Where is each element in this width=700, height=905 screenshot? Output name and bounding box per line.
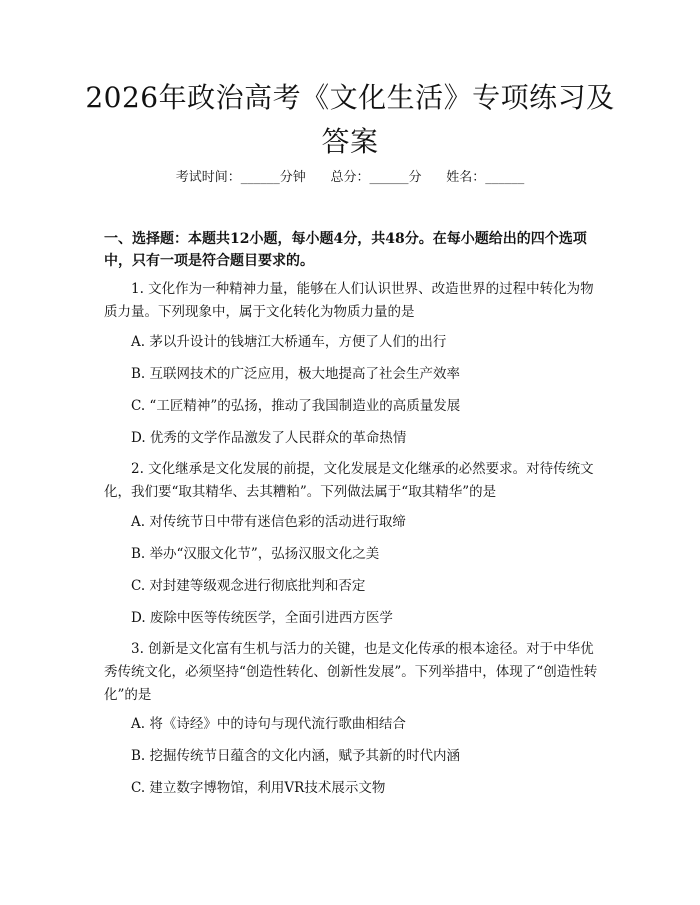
question-3-stem: 3. 创新是文化富有生机与活力的关键，也是文化传承的根本途径。对于中华优秀传统文化，必须坚持“创造性转化、创新性发展”。下列举措中，体现了“创造性转化”的是 (104, 641, 598, 703)
question-2-option-a: A. 对传统节日中带有迷信色彩的活动进行取缔 (131, 514, 406, 530)
question-1-option-d: D. 优秀的文学作品激发了人民群众的革命热情 (131, 430, 407, 446)
question-2-option-c: C. 对封建等级观念进行彻底批判和否定 (131, 578, 366, 594)
question-2-option-d: D. 废除中医等传统医学，全面引进西方医学 (131, 610, 393, 626)
question-3-option-a: A. 将《诗经》中的诗句与现代流行歌曲相结合 (131, 716, 406, 732)
question-3-option-b: B. 挖掘传统节日蕴含的文化内涵，赋予其新的时代内涵 (131, 748, 461, 764)
exam-meta-line: 考试时间：______分钟 总分：______分 姓名：______ (175, 170, 525, 185)
question-1-option-a: A. 茅以升设计的钱塘江大桥通车，方便了人们的出行 (131, 334, 447, 350)
question-1-option-c: C. “工匠精神”的弘扬，推动了我国制造业的高质量发展 (131, 398, 461, 414)
question-2-stem: 2. 文化继承是文化发展的前提，文化发展是文化继承的必然要求。对待传统文化，我们要“取其精华、去其糟粕”。下列做法属于“取其精华”的是 (104, 461, 594, 500)
question-2-option-b: B. 举办“汉服文化节”，弘扬汉服文化之美 (131, 546, 380, 562)
page-title: 2026年政治高考《文化生活》专项练习及答案 (85, 81, 615, 158)
question-1-stem: 1. 文化作为一种精神力量，能够在人们认识世界、改造世界的过程中转化为物质力量。下列现象中，属于文化转化为物质力量的是 (104, 281, 594, 320)
question-3-option-c: C. 建立数字博物馆，利用VR技术展示文物 (131, 780, 386, 796)
section-heading: 一、选择题：本题共12小题，每小题4分，共48分。在每小题给出的四个选项中，只有一项是符合题目要求的。 (104, 231, 587, 269)
question-1-option-b: B. 互联网技术的广泛应用，极大地提高了社会生产效率 (131, 366, 461, 382)
